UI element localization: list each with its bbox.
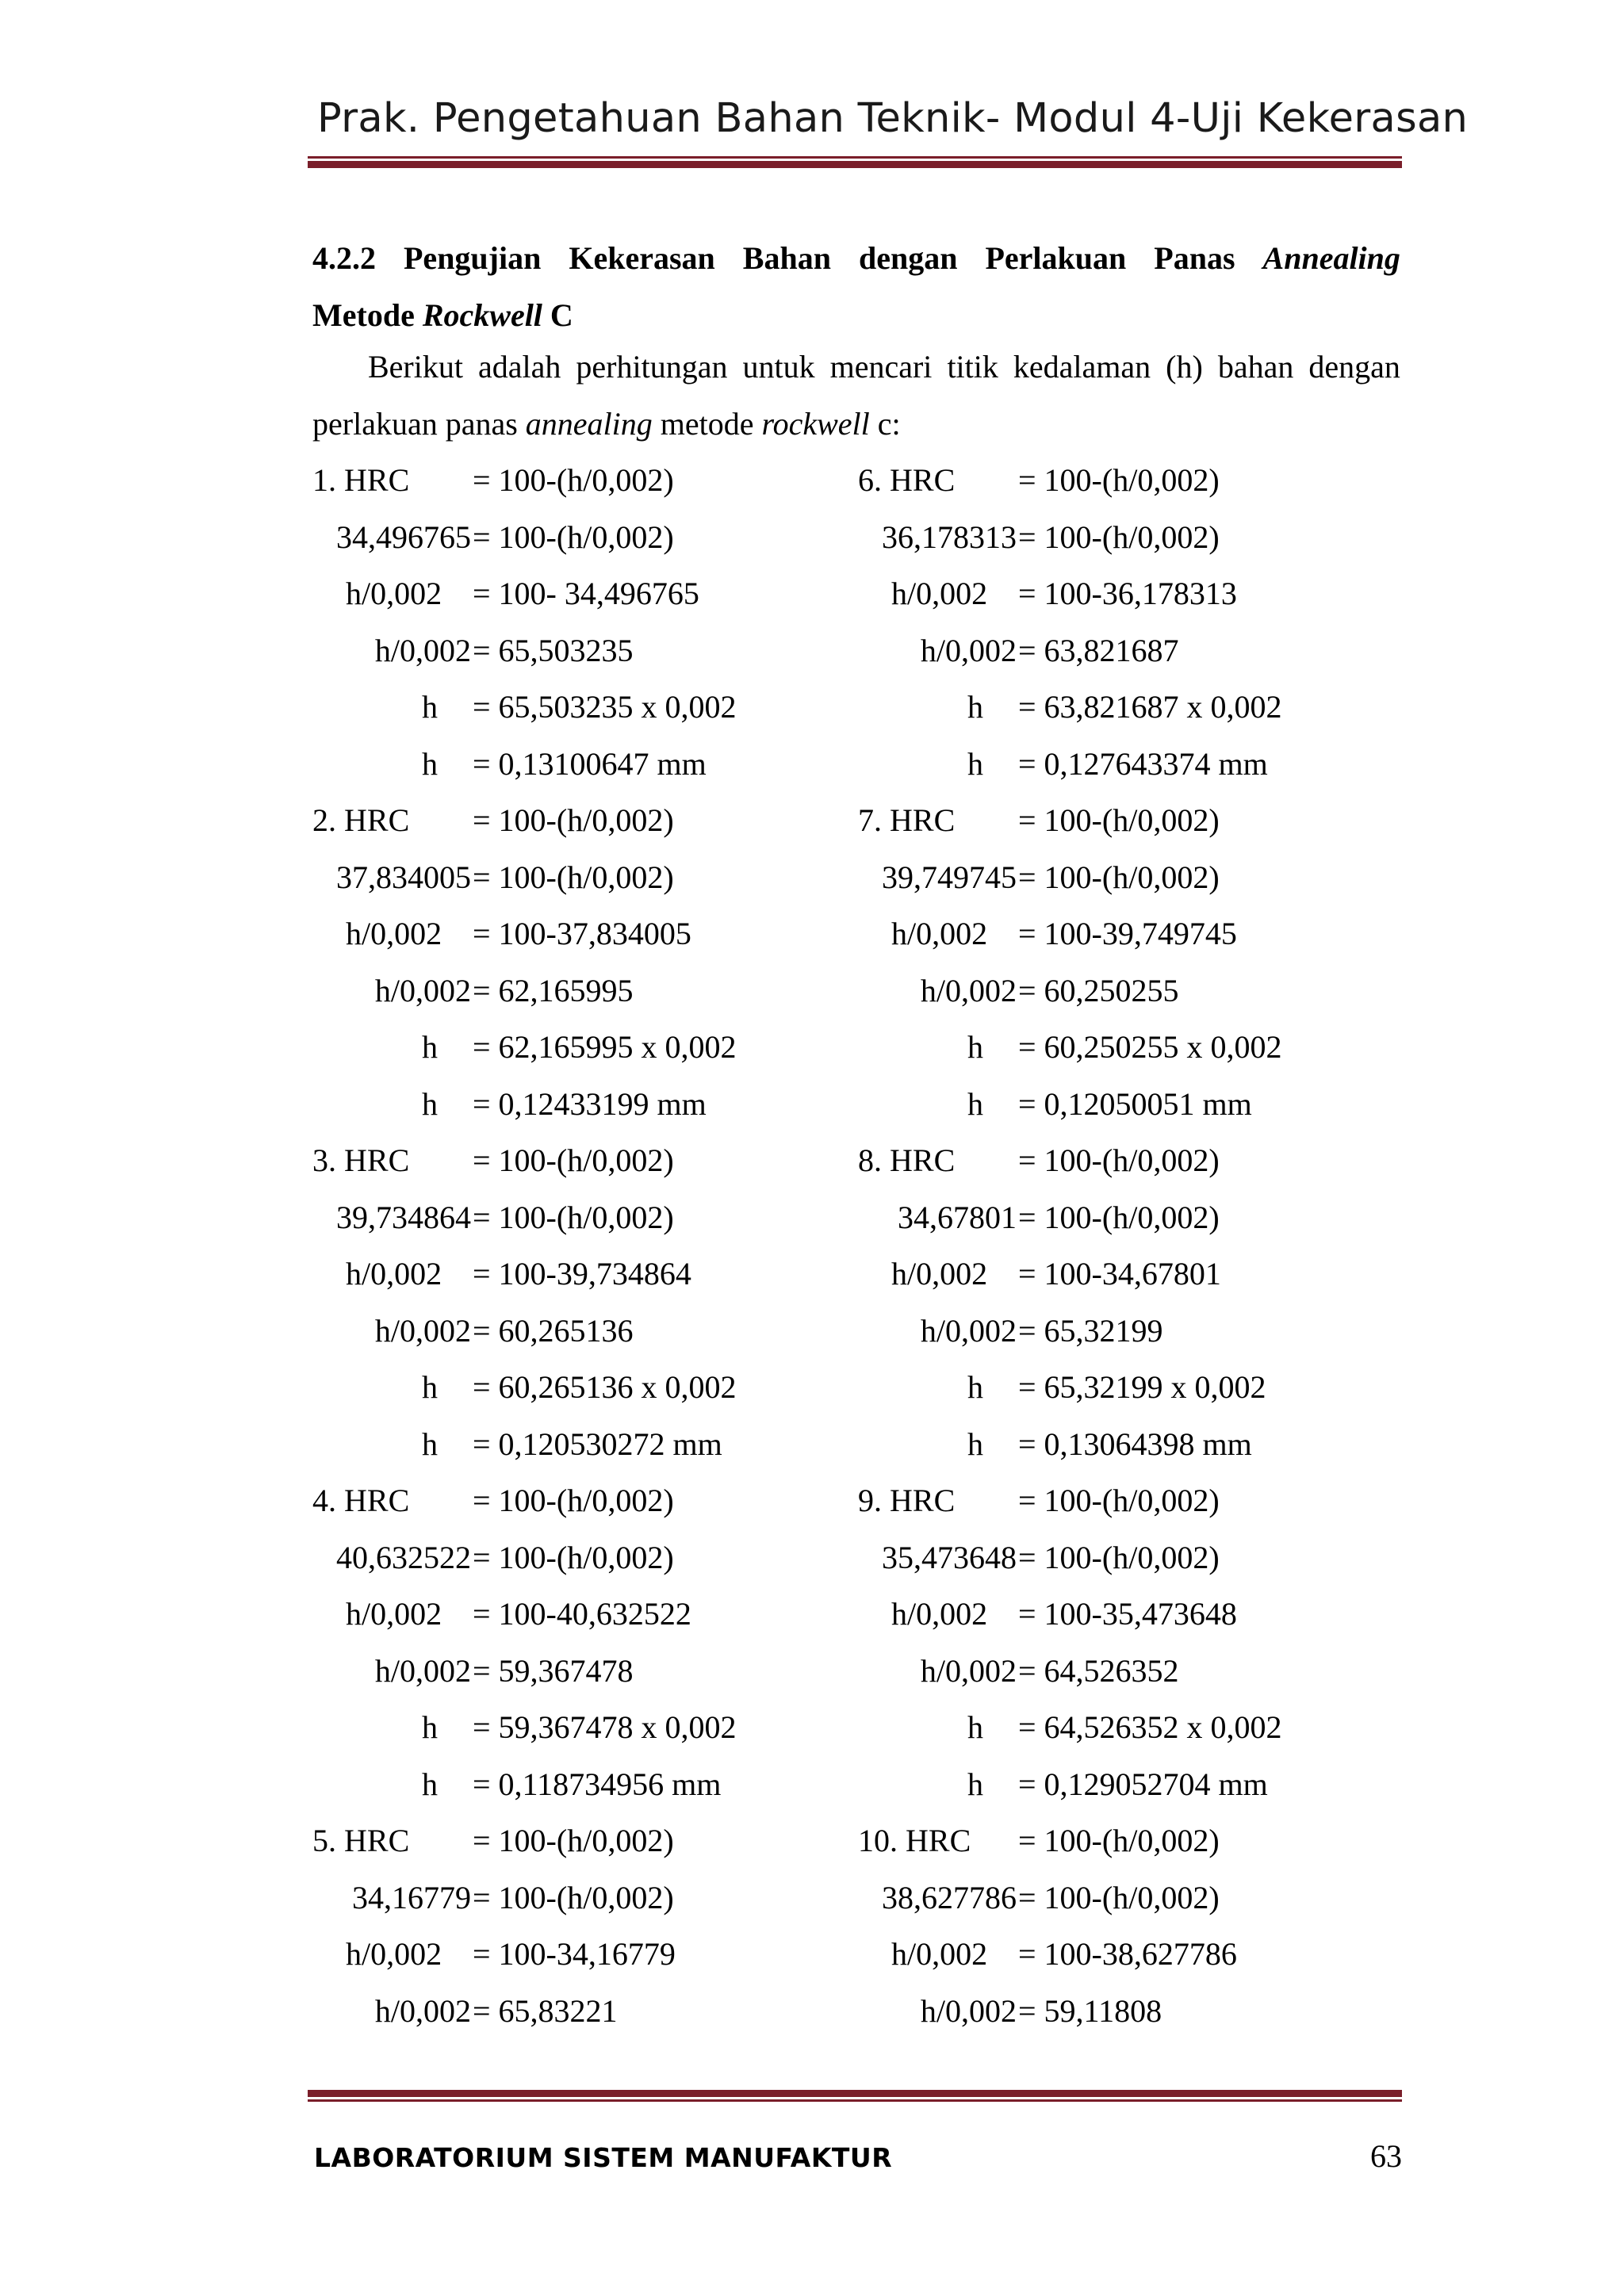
calculation-value: = 100-(h/0,002) [473, 1142, 674, 1178]
calculation-line [858, 1586, 1413, 1643]
calculation-value: = 100-(h/0,002) [1018, 1483, 1220, 1518]
calculation-label: h/0,002 [891, 1936, 988, 1972]
calculation-value: = 0,12433199 mm [473, 1085, 707, 1122]
calculation-label: h [967, 1085, 983, 1122]
intro-line2-italic1: annealing [525, 406, 653, 442]
calculation-value: = 100-(h/0,002) [1018, 1539, 1220, 1575]
header-rule-thin [308, 156, 1402, 159]
calculation-value: = 100-(h/0,002) [473, 462, 674, 498]
calculation-label: 39,749745 [882, 859, 1017, 895]
heading-line2-prefix: Metode [312, 297, 423, 333]
calculation-label: h/0,002 [891, 1596, 988, 1632]
footer-rule-thin [308, 2099, 1402, 2102]
header-rule-thick [308, 161, 1402, 168]
intro-line2-prefix: perlakuan panas [312, 406, 526, 442]
calculation-value: = 100- 34,496765 [473, 576, 699, 611]
calculation-value: = 59,367478 [473, 1652, 634, 1689]
calculation-label: h [422, 1766, 438, 1802]
calculation-label: h [967, 1369, 983, 1405]
calculation-line [858, 1246, 1413, 1303]
calculation-label: h/0,002 [374, 972, 471, 1008]
calculation-label: h/0,002 [920, 632, 1017, 668]
calculation-label: h/0,002 [920, 972, 1017, 1008]
intro-line1 [312, 339, 1400, 396]
calculation-line [858, 622, 1413, 679]
calculation-label: 2. HRC [312, 802, 410, 838]
calculation-line [858, 452, 1413, 509]
calculation-value: = 65,32199 [1018, 1312, 1163, 1349]
calculation-line [312, 565, 868, 622]
calculation-label: 7. HRC [858, 802, 956, 838]
calculation-value: = 100-34,67801 [1018, 1256, 1221, 1292]
calculation-label: 39,734864 [336, 1199, 471, 1235]
calculation-value: = 0,13100647 mm [473, 745, 707, 782]
calculation-column-left [312, 452, 868, 2039]
calculation-label: 40,632522 [336, 1539, 471, 1575]
calculation-value: = 62,165995 [473, 972, 634, 1008]
calculation-label: h [422, 1709, 438, 1745]
calculation-label: h/0,002 [346, 1596, 442, 1632]
calculation-label: h [967, 1766, 983, 1802]
calculation-label: h/0,002 [346, 916, 442, 951]
calculation-value: = 100-(h/0,002) [1018, 802, 1220, 838]
calculation-label: 36,178313 [882, 519, 1017, 555]
calculation-label: h/0,002 [920, 1652, 1017, 1689]
calculation-line [858, 1529, 1413, 1586]
calculation-line [312, 1869, 868, 1927]
calculation-label: 37,834005 [336, 859, 471, 895]
calculation-label: h/0,002 [374, 1312, 471, 1349]
calculation-value: = 0,12050051 mm [1018, 1085, 1252, 1122]
calculation-label: h [422, 1369, 438, 1405]
calculation-line [858, 1869, 1413, 1927]
calculation-value: = 0,120530272 mm [473, 1425, 722, 1462]
calculation-line [858, 679, 1413, 736]
calculation-label: h [967, 689, 983, 725]
calculation-line [858, 1643, 1413, 1700]
calculation-value: = 60,265136 [473, 1312, 634, 1349]
calculation-value: = 63,821687 x 0,002 [1018, 689, 1282, 725]
calculation-line [858, 736, 1413, 793]
calculation-line [312, 1643, 868, 1700]
calculation-line [312, 1983, 868, 2040]
calculation-label: 6. HRC [858, 462, 956, 498]
calculation-value: = 100-(h/0,002) [473, 1539, 674, 1575]
calculation-value: = 60,265136 x 0,002 [473, 1369, 737, 1405]
calculation-line [312, 1019, 868, 1076]
heading-line2-italic: Rockwell [422, 297, 542, 333]
calculation-value: = 100-34,16779 [473, 1936, 676, 1972]
intro-word: mencari [829, 349, 933, 385]
intro-word: kedalaman [1013, 349, 1151, 385]
calculation-line [858, 792, 1413, 849]
calculation-label: 1. HRC [312, 462, 410, 498]
calculation-label: 4. HRC [312, 1483, 410, 1518]
calculation-value: = 100-(h/0,002) [473, 1483, 674, 1518]
calculation-line [312, 1076, 868, 1133]
calculation-label: h/0,002 [374, 1992, 471, 2029]
calculation-value: = 100-38,627786 [1018, 1936, 1237, 1972]
calculation-value: = 100-40,632522 [473, 1596, 691, 1632]
intro-word: Berikut [368, 349, 463, 385]
calculation-label: h/0,002 [920, 1312, 1017, 1349]
calculation-line [312, 679, 868, 736]
heading-word: Pengujian [404, 240, 542, 276]
calculation-value: = 100-39,734864 [473, 1256, 691, 1292]
calculation-value: = 63,821687 [1018, 632, 1179, 668]
calculation-label: h [422, 689, 438, 725]
calculation-line [312, 1416, 868, 1473]
calculation-value: = 59,367478 x 0,002 [473, 1709, 737, 1745]
intro-word: (h) [1166, 349, 1203, 385]
calculation-line [858, 565, 1413, 622]
calculation-label: h [967, 1029, 983, 1065]
section-heading-line1 [312, 230, 1400, 287]
heading-line2-suffix: C [542, 297, 573, 333]
calculation-line [858, 1076, 1413, 1133]
calculation-value: = 100-(h/0,002) [473, 519, 674, 555]
calculation-value: = 100-(h/0,002) [473, 1879, 674, 1915]
heading-word: Kekerasan [569, 240, 715, 276]
page-number: 63 [1370, 2138, 1402, 2174]
calculation-label: h [422, 1029, 438, 1065]
calculation-line [858, 905, 1413, 962]
calculation-label: h/0,002 [346, 1936, 442, 1972]
calculation-line [312, 1586, 868, 1643]
calculation-label: 34,496765 [336, 519, 471, 555]
calculation-label: h [422, 1085, 438, 1122]
calculation-label: h/0,002 [891, 916, 988, 951]
calculation-label: h/0,002 [920, 1992, 1017, 2029]
calculation-value: = 100-39,749745 [1018, 916, 1237, 951]
calculation-line [858, 962, 1413, 1020]
calculation-label: 38,627786 [882, 1879, 1017, 1915]
calculation-line [312, 1472, 868, 1529]
calculation-value: = 64,526352 x 0,002 [1018, 1709, 1282, 1745]
calculation-line [312, 962, 868, 1020]
calculation-label: h [422, 1425, 438, 1462]
calculation-line [312, 452, 868, 509]
calculation-value: = 100-36,178313 [1018, 576, 1237, 611]
intro-line2-middle: metode [652, 406, 762, 442]
calculation-line [312, 849, 868, 906]
footer-rule-thick [308, 2090, 1402, 2097]
heading-word: Panas [1154, 240, 1235, 276]
section-heading [312, 230, 1400, 344]
calculation-value: = 0,13064398 mm [1018, 1425, 1252, 1462]
intro-line2 [312, 396, 1400, 453]
calculation-line [312, 1812, 868, 1869]
calculation-line [858, 1699, 1413, 1756]
calculation-value: = 100-(h/0,002) [473, 1199, 674, 1235]
calculation-line [312, 792, 868, 849]
calculation-value: = 60,250255 x 0,002 [1018, 1029, 1282, 1065]
calculation-value: = 100-(h/0,002) [473, 859, 674, 895]
calculation-line [312, 1303, 868, 1360]
intro-word: untuk [742, 349, 815, 385]
calculation-column-right [858, 452, 1413, 2039]
calculation-value: = 100-(h/0,002) [1018, 859, 1220, 895]
calculation-line [858, 849, 1413, 906]
calculation-label: h [967, 1425, 983, 1462]
calculation-line [312, 1926, 868, 1983]
calculation-value: = 64,526352 [1018, 1652, 1179, 1689]
calculation-value: = 65,83221 [473, 1992, 618, 2029]
calculation-value: = 60,250255 [1018, 972, 1179, 1008]
calculation-label: h [967, 1709, 983, 1745]
intro-line2-italic2: rockwell [761, 406, 870, 442]
calculation-label: 10. HRC [858, 1823, 971, 1858]
calculation-line [858, 1303, 1413, 1360]
calculation-value: = 100-(h/0,002) [1018, 1879, 1220, 1915]
calculation-label: 35,473648 [882, 1539, 1017, 1575]
section-heading-line2 [312, 287, 1400, 344]
page-header-title: Prak. Pengetahuan Bahan Teknik- Modul 4-Uji Kekerasan [317, 95, 1469, 142]
calculation-line [858, 1756, 1413, 1813]
calculation-label: h/0,002 [891, 1256, 988, 1292]
calculation-value: = 100-35,473648 [1018, 1596, 1237, 1632]
calculation-value: = 100-(h/0,002) [1018, 462, 1220, 498]
calculation-line [858, 1189, 1413, 1246]
calculation-line [312, 509, 868, 566]
calculation-label: h [967, 745, 983, 782]
calculation-value: = 0,129052704 mm [1018, 1766, 1268, 1802]
intro-word: adalah [478, 349, 561, 385]
calculation-line [312, 1359, 868, 1416]
calculation-label: 8. HRC [858, 1142, 956, 1178]
calculation-line [858, 509, 1413, 566]
intro-word: perhitungan [576, 349, 728, 385]
calculation-line [858, 1359, 1413, 1416]
calculation-value: = 100-(h/0,002) [1018, 1823, 1220, 1858]
calculation-label: h/0,002 [374, 1652, 471, 1689]
calculation-label: h/0,002 [346, 576, 442, 611]
calculation-line [312, 1246, 868, 1303]
calculation-line [312, 1756, 868, 1813]
intro-word: titik [947, 349, 998, 385]
calculation-line [858, 1926, 1413, 1983]
calculation-value: = 100-(h/0,002) [1018, 519, 1220, 555]
calculation-line [858, 1472, 1413, 1529]
calculation-value: = 0,118734956 mm [473, 1766, 722, 1802]
calculation-value: = 0,127643374 mm [1018, 745, 1268, 782]
footer-lab-name: LABORATORIUM SISTEM MANUFAKTUR [314, 2142, 893, 2173]
intro-line2-suffix: c: [869, 406, 901, 442]
calculation-label: 34,16779 [352, 1879, 471, 1915]
calculation-label: h/0,002 [374, 632, 471, 668]
calculation-line [858, 1132, 1413, 1189]
heading-word-italic: Annealing [1262, 240, 1400, 276]
calculation-label: 9. HRC [858, 1483, 956, 1518]
calculation-line [858, 1416, 1413, 1473]
calculation-line [312, 1189, 868, 1246]
calculation-line [858, 1812, 1413, 1869]
calculation-value: = 65,32199 x 0,002 [1018, 1369, 1266, 1405]
calculation-value: = 62,165995 x 0,002 [473, 1029, 737, 1065]
heading-word: dengan [858, 240, 958, 276]
calculation-value: = 59,11808 [1018, 1992, 1162, 2029]
calculation-line [312, 1529, 868, 1586]
calculation-label: h/0,002 [346, 1256, 442, 1292]
heading-word: 4.2.2 [312, 240, 376, 276]
calculation-label: 3. HRC [312, 1142, 410, 1178]
calculation-value: = 100-(h/0,002) [473, 1823, 674, 1858]
calculation-value: = 100-(h/0,002) [1018, 1199, 1220, 1235]
calculation-value: = 100-(h/0,002) [1018, 1142, 1220, 1178]
calculation-line [312, 1132, 868, 1189]
calculation-value: = 100-37,834005 [473, 916, 691, 951]
calculation-line [858, 1019, 1413, 1076]
calculation-line [312, 736, 868, 793]
calculation-line [858, 1983, 1413, 2040]
intro-word: dengan [1308, 349, 1400, 385]
calculation-value: = 100-(h/0,002) [473, 802, 674, 838]
calculation-value: = 65,503235 x 0,002 [473, 689, 737, 725]
intro-paragraph [312, 339, 1400, 453]
calculation-label: 5. HRC [312, 1823, 410, 1858]
calculation-value: = 65,503235 [473, 632, 634, 668]
calculation-label: 34,67801 [898, 1199, 1017, 1235]
calculation-label: h [422, 745, 438, 782]
heading-word: Perlakuan [985, 240, 1127, 276]
calculation-line [312, 1699, 868, 1756]
calculation-line [312, 622, 868, 679]
intro-word: bahan [1217, 349, 1294, 385]
calculation-line [312, 905, 868, 962]
calculation-label: h/0,002 [891, 576, 988, 611]
heading-word: Bahan [742, 240, 831, 276]
